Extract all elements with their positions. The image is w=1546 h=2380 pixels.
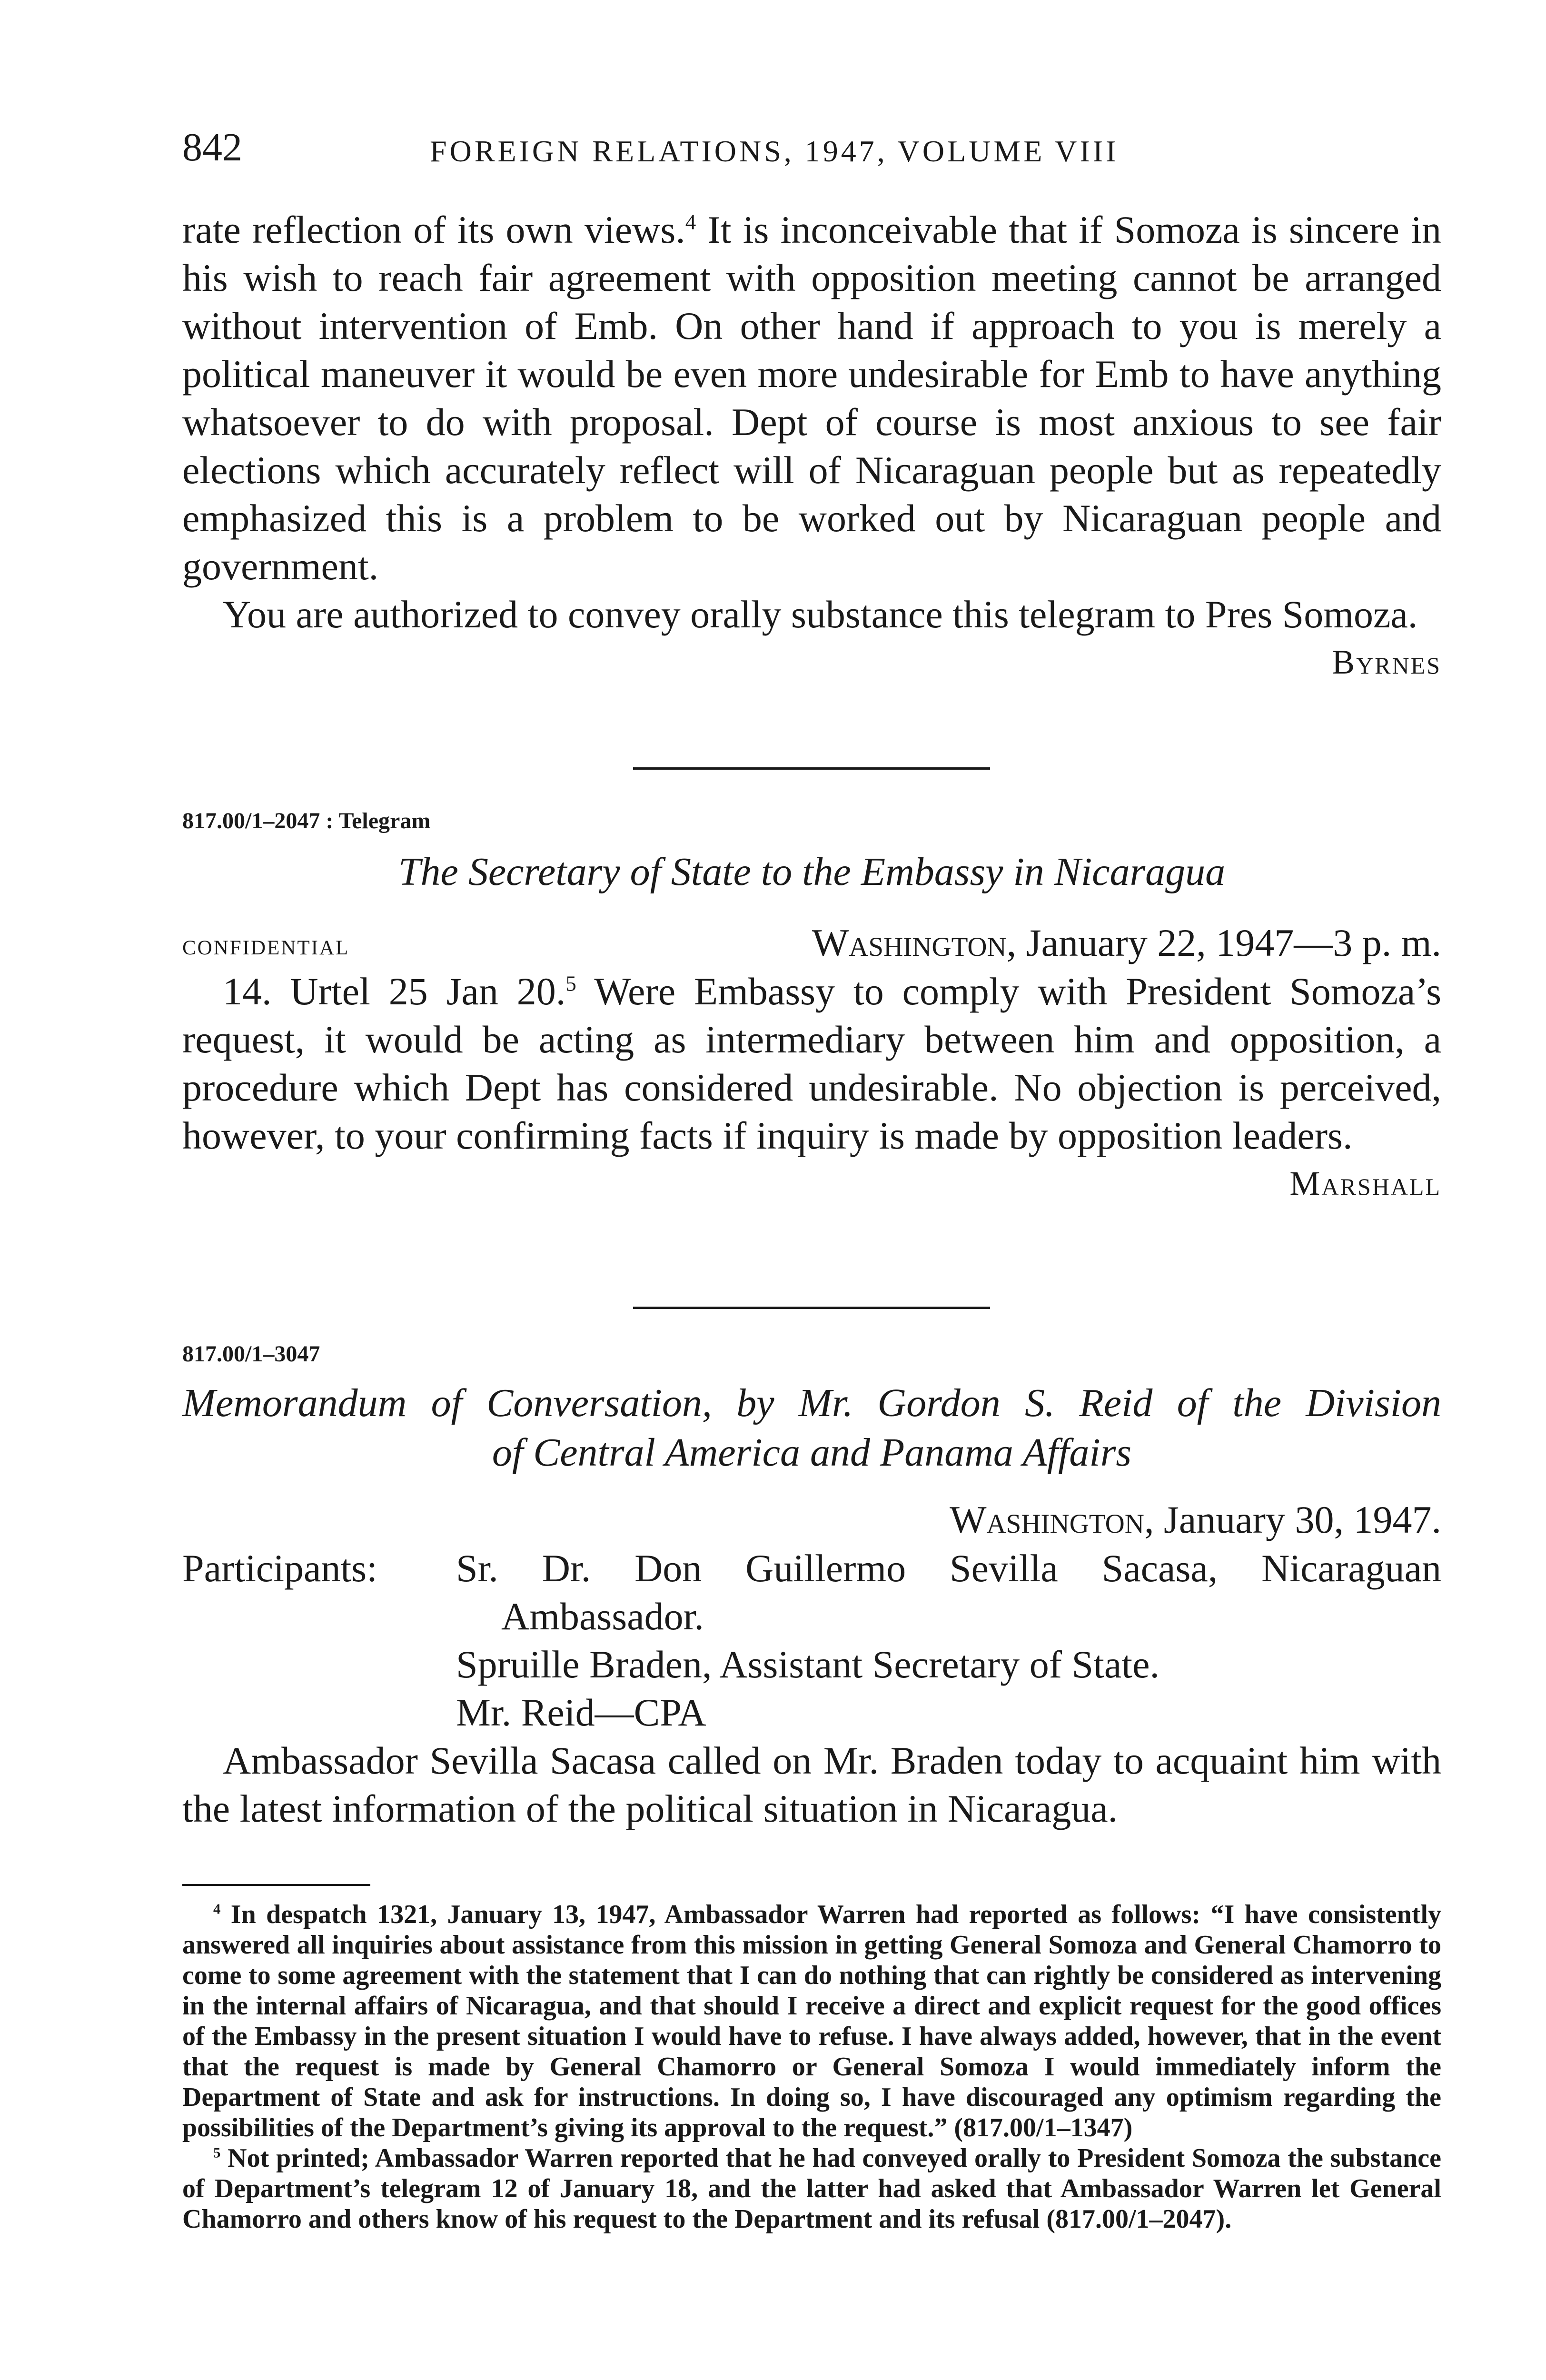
participant-item: Sr. Dr. Don Guillermo Sevilla Sacasa, Nicaraguan Ambassador.	[456, 1547, 1441, 1638]
paragraph-text: rate reflection of its own views.	[182, 208, 685, 251]
running-title: FOREIGN RELATIONS, 1947, VOLUME VIII	[430, 134, 1119, 168]
footnote	[182, 1899, 1441, 2143]
memorandum-document	[182, 1338, 1441, 1833]
file-reference: 817.00/1–2047 : Telegram	[182, 808, 431, 833]
footnote-number: 4	[213, 1901, 221, 1917]
page-number: 842	[182, 125, 242, 169]
body-paragraph	[182, 206, 1441, 590]
footnote-text: Not printed; Ambassador Warren reported that he had conveyed orally to President Somoza the substance of Department’s telegram 12 of January 18, and the latter had asked that Ambassador Warren let General Chamorro and others know of his request to the Department and its refusal (817.00/1–2047).	[182, 2143, 1442, 2234]
document-title-line-1: Memorandum of Conversation, by Mr. Gordon S. Reid of the Division	[182, 1381, 1441, 1425]
participants-label: Participants:	[182, 1547, 377, 1590]
document-page	[182, 0, 1441, 2380]
signature: Byrnes	[1332, 643, 1441, 681]
document-title: The Secretary of State to the Embassy in Nicaragua	[398, 850, 1226, 894]
footnote-ref: 4	[685, 210, 696, 234]
participants-list	[456, 1544, 1441, 1736]
dateline-text	[812, 919, 1441, 967]
footnote-ref: 5	[565, 972, 576, 996]
footnote-number: 5	[213, 2144, 221, 2161]
signature: Marshall	[1289, 1164, 1441, 1202]
classification-label: confidential	[182, 929, 350, 961]
dateline-date: January 30, 1947.	[1154, 1498, 1441, 1541]
body-paragraph: You are authorized to convey orally substance this telegram to Pres Somoza.	[223, 593, 1418, 636]
document-title-line-2: of Central America and Panama Affairs	[492, 1430, 1132, 1475]
dateline-place: Washington,	[812, 921, 1017, 964]
body-paragraph	[182, 967, 1441, 1160]
participant-item: Spruille Braden, Assistant Secretary of State.	[456, 1643, 1160, 1686]
paragraph-text: It is inconceivable that if Somoza is sincere in his wish to reach fair agreement with opposition meeting cannot be arranged without intervention of Emb. On other hand if approach to you is merely a political maneuver it would be even more undesirable for Emb to have anything whatsoever to do with proposal. Dept of course is most anxious to see fair elections which accurately reflect will of Nicaraguan people but as repeatedly emphasized this is a problem to be worked out by Nicaraguan people and government.	[182, 208, 1441, 588]
file-reference: 817.00/1–3047	[182, 1341, 320, 1367]
footnote-divider	[182, 1884, 370, 1886]
section-divider	[633, 767, 990, 770]
footnote	[182, 2143, 1441, 2234]
dateline	[182, 919, 1441, 967]
footnotes	[182, 1899, 1441, 2234]
section-divider	[633, 1307, 990, 1309]
dateline-place: Washington,	[950, 1498, 1154, 1541]
dateline	[182, 1496, 1441, 1544]
participant-item: Mr. Reid—CPA	[456, 1691, 706, 1734]
page-header	[182, 121, 1441, 174]
telegram-document	[182, 804, 1441, 1207]
body-paragraph: Ambassador Sevilla Sacasa called on Mr. Braden today to acquaint him with the latest information of the political situation in Nicaragua.	[182, 1739, 1441, 1830]
paragraph-text: 14. Urtel 25 Jan 20.	[223, 970, 566, 1013]
participants-block	[182, 1544, 1441, 1736]
dateline-date: January 22, 1947—3 p. m.	[1016, 921, 1441, 964]
telegram-continuation	[182, 206, 1441, 686]
footnote-text: In despatch 1321, January 13, 1947, Ambassador Warren had reported as follows: “I have consistently answered all inquiries about assistance from this mission in getting General Somoza and General Chamorro to come to some agreement with the statement that I can do nothing that can rightly be considered as intervening in the internal affairs of Nicaragua, and that should I receive a direct and explicit request for the good offices of the Embassy in the present situation I would have to refuse. I have always added, however, that in the event that the request is made by General Chamorro or General Somoza I would immediately inform the Department of State and ask for instructions. In doing so, I have discouraged any optimism regarding the possibilities of the Department’s giving its approval to the request.” (817.00/1–1347)	[182, 1900, 1442, 2142]
paragraph-text: Were Embassy to comply with President Somoza’s request, it would be acting as intermediary between him and opposition, a procedure which Dept has considered undesirable. No objection is perceived, however, to your confirming facts if inquiry is made by opposition leaders.	[182, 970, 1441, 1157]
dateline-text	[950, 1496, 1441, 1544]
